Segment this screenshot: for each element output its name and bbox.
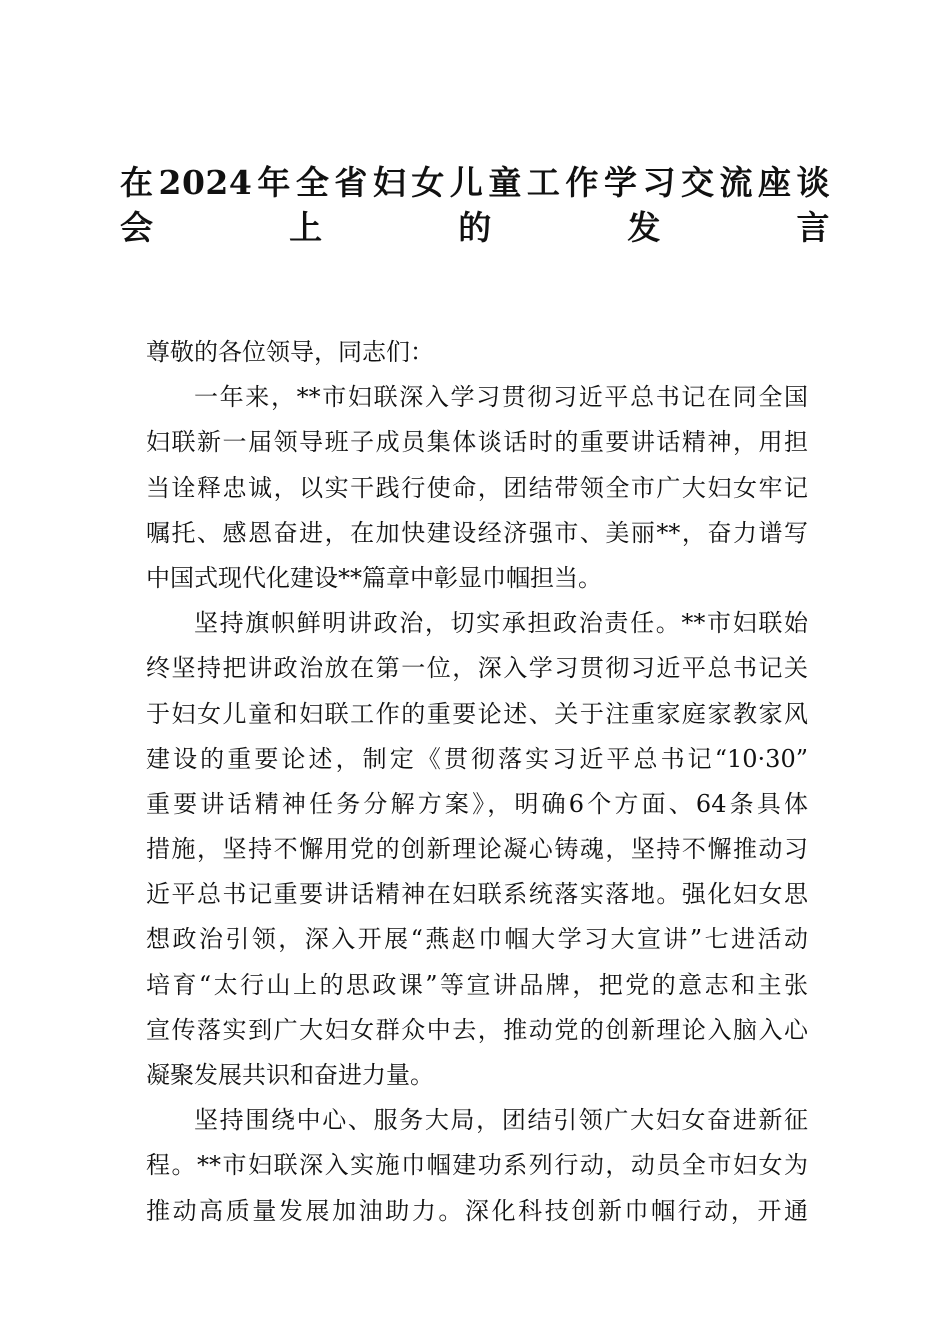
paragraph-line: 近平总书记重要讲话精神在妇联系统落实落地。强化妇女思	[146, 880, 808, 909]
paragraph-line: 推动高质量发展加油助力。深化科技创新巾帼行动，开通	[146, 1196, 808, 1225]
document-title	[120, 150, 830, 248]
paragraph-line: 培育“太行山上的思政课”等宣讲品牌，把党的意志和主张	[146, 970, 808, 999]
paragraph-line: 坚持围绕中心、服务大局，团结引领广大妇女奋进新征	[194, 1106, 808, 1135]
paragraph-line: 想政治引领，深入开展“燕赵巾帼大学习大宣讲”七进活动	[146, 925, 808, 954]
paragraph-line: 当诠释忠诚，以实干践行使命，团结带领全市广大妇女牢记	[146, 473, 808, 502]
paragraph-line: 重要讲话精神任务分解方案》，明确6个方面、64条具体	[146, 789, 808, 818]
paragraph-line: 坚持旗帜鲜明讲政治，切实承担政治责任。**市妇联始	[194, 609, 808, 638]
paragraph-3	[146, 1098, 808, 1234]
paragraph-line: 妇联新一届领导班子成员集体谈话时的重要讲话精神，用担	[146, 428, 808, 457]
paragraph-line: 终坚持把讲政治放在第一位，深入学习贯彻习近平总书记关	[146, 654, 808, 683]
salutation: 尊敬的各位领导，同志们：	[146, 338, 434, 366]
title-line-2: 会上的发言	[120, 208, 830, 248]
paragraph-line: 宣传落实到广大妇女群众中去，推动党的创新理论入脑入心	[146, 1015, 808, 1044]
paragraph-line: 建设的重要论述，制定《贯彻落实习近平总书记“10·30”	[146, 744, 808, 773]
document-body	[146, 330, 808, 1234]
paragraph-line: 中国式现代化建设**篇章中彰显巾帼担当。	[146, 563, 602, 592]
paragraph-line: 程。**市妇联深入实施巾帼建功系列行动，动员全市妇女为	[146, 1151, 808, 1180]
paragraph-line: 于妇女儿童和妇联工作的重要论述、关于注重家庭家教家风	[146, 699, 808, 728]
paragraph-line: 一年来，**市妇联深入学习贯彻习近平总书记在同全国	[194, 383, 808, 412]
paragraph-line: 措施，坚持不懈用党的创新理论凝心铸魂，坚持不懈推动习	[146, 835, 808, 864]
title-line-1: 在2024年全省妇女儿童工作学习交流座谈	[120, 163, 830, 202]
paragraph-line: 嘱托、感恩奋进，在加快建设经济强市、美丽**，奋力谱写	[146, 518, 808, 547]
paragraph-1	[146, 375, 808, 601]
paragraph-line: 凝聚发展共识和奋进力量。	[146, 1061, 434, 1089]
paragraph-2	[146, 601, 808, 1098]
